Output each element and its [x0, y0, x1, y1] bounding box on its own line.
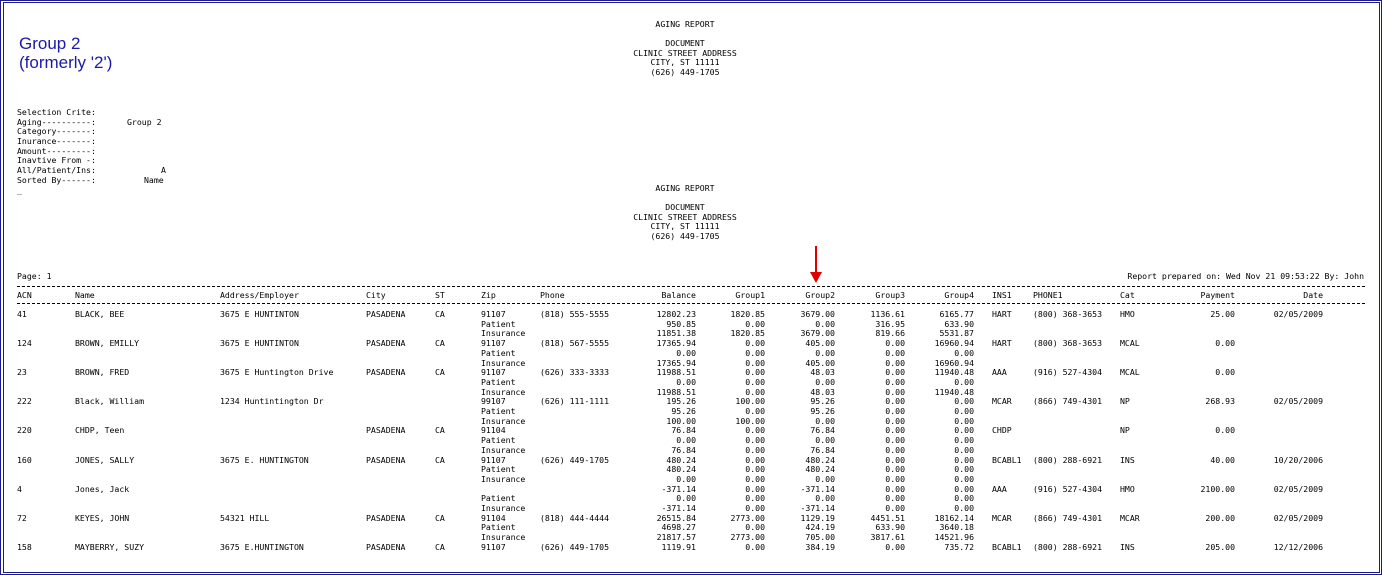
row-zip: Patient: [481, 522, 516, 533]
row-group1: 0.00: [745, 367, 765, 378]
row-balance: 21817.57: [656, 532, 696, 543]
row-group3: 0.00: [885, 493, 905, 504]
row-group4: 0.00: [954, 425, 974, 436]
row-name: Black, William: [75, 396, 145, 407]
row-group4: 633.90: [944, 318, 974, 329]
group-title: [19, 34, 112, 72]
row-group2: 384.19: [805, 541, 835, 552]
row-balance: -371.14: [661, 503, 696, 513]
row-group4: 14521.96: [934, 532, 974, 543]
row-balance: 12802.23: [656, 309, 696, 319]
row-group4: 0.00: [954, 396, 974, 407]
row-zip: 91107: [481, 338, 506, 349]
row-phone1: (800) 368-3653: [1033, 309, 1103, 319]
row-balance: -371.14: [661, 483, 696, 494]
row-zip: Patient: [481, 493, 516, 504]
row-group4: 16960.94: [934, 357, 974, 368]
row-state: CA: [435, 367, 445, 378]
row-name: KEYES, JOHN: [75, 512, 130, 523]
row-zip: Patient: [481, 318, 516, 329]
column-header-group1: Group1: [735, 290, 765, 300]
report-header-top: [560, 20, 810, 77]
selection-label: Category-------:: [17, 126, 96, 137]
divider-top: [17, 286, 1365, 287]
row-date: 02/05/2009: [1273, 309, 1323, 319]
row-group1: 0.00: [745, 406, 765, 416]
row-payment: 2100.00: [1200, 483, 1235, 494]
row-group3: 0.00: [885, 444, 905, 455]
row-cat: HMO: [1120, 483, 1135, 494]
row-city: PASADENA: [366, 309, 406, 319]
row-group4: 5531.87: [939, 328, 974, 339]
row-group3: 1136.61: [870, 309, 905, 319]
row-acn: 72: [17, 512, 27, 523]
row-group4: 6165.77: [939, 309, 974, 319]
row-date: 10/20/2006: [1273, 454, 1323, 465]
row-group3: 316.95: [875, 318, 905, 329]
row-zip: Insurance: [481, 357, 526, 368]
row-group2: 0.00: [815, 473, 835, 484]
column-header-st: ST: [435, 290, 445, 300]
row-ins1: BCABL1: [992, 541, 1022, 552]
row-address: 3675 E. HUNTINGTON: [220, 454, 309, 465]
row-group1: 0.00: [745, 483, 765, 494]
column-header-name: Name: [75, 290, 95, 300]
report-city: CITY, ST 11111: [650, 221, 720, 231]
row-group3: 0.00: [885, 435, 905, 446]
row-group4: 0.00: [954, 376, 974, 387]
row-group2: 480.24: [805, 454, 835, 465]
row-zip: Insurance: [481, 415, 526, 426]
selection-label: Aging----------:: [17, 116, 96, 127]
row-name: Jones, Jack: [75, 483, 130, 494]
report-title: AGING REPORT: [655, 183, 715, 193]
row-group2: 0.00: [815, 318, 835, 329]
row-phone1: (916) 527-4304: [1033, 367, 1103, 378]
row-date: 02/05/2009: [1273, 512, 1323, 523]
row-acn: 158: [17, 541, 32, 552]
row-group4: 0.00: [954, 406, 974, 416]
page-label: Page: 1: [17, 271, 52, 281]
selection-value: Group 2: [127, 116, 162, 127]
row-name: BLACK, BEE: [75, 309, 125, 319]
row-group4: 0.00: [954, 347, 974, 358]
row-zip: Insurance: [481, 503, 526, 513]
row-ins1: MCAR: [992, 396, 1012, 407]
row-group3: 0.00: [885, 357, 905, 368]
row-ins1: AAA: [992, 367, 1007, 378]
selection-label: Amount---------:: [17, 145, 96, 156]
row-group3: 0.00: [885, 367, 905, 378]
row-group3: 0.00: [885, 406, 905, 416]
row-balance: 1119.91: [661, 541, 696, 552]
row-group3: 0.00: [885, 396, 905, 407]
row-name: BROWN, FRED: [75, 367, 130, 378]
column-header-zip: Zip: [481, 290, 496, 300]
row-name: CHDP, Teen: [75, 425, 125, 436]
row-balance: 100.00: [666, 415, 696, 426]
report-document: DOCUMENT: [665, 202, 705, 212]
row-state: CA: [435, 512, 445, 523]
row-group1: 0.00: [745, 493, 765, 504]
row-address: 3675 E Huntington Drive: [220, 367, 334, 378]
row-group2: -371.14: [800, 483, 835, 494]
row-acn: 160: [17, 454, 32, 465]
row-group2: 95.26: [810, 396, 835, 407]
column-header-cat: Cat: [1120, 290, 1135, 300]
row-group4: 0.00: [954, 415, 974, 426]
row-group2: 0.00: [815, 376, 835, 387]
row-acn: 4: [17, 483, 22, 494]
column-header-ins1: INS1: [992, 290, 1012, 300]
row-balance: 17365.94: [656, 357, 696, 368]
row-balance: 11851.38: [656, 328, 696, 339]
row-payment: 25.00: [1210, 309, 1235, 319]
row-group2: 1129.19: [800, 512, 835, 523]
row-group2: 705.00: [805, 532, 835, 543]
report-address: CLINIC STREET ADDRESS: [633, 211, 737, 222]
row-group2: 76.84: [810, 425, 835, 436]
column-header-balance: Balance: [661, 290, 696, 300]
row-payment: 268.93: [1205, 396, 1235, 407]
row-group3: 3817.61: [870, 532, 905, 543]
row-phone: (818) 444-4444: [540, 512, 610, 523]
row-cat: NP: [1120, 396, 1130, 407]
row-balance: 0.00: [676, 473, 696, 484]
column-header-phone1: PHONE1: [1033, 290, 1063, 300]
row-payment: 0.00: [1215, 338, 1235, 349]
row-balance: 95.26: [671, 406, 696, 416]
row-group1: 0.00: [745, 338, 765, 349]
row-group1: 0.00: [745, 444, 765, 455]
row-group4: 11940.48: [934, 367, 974, 378]
row-cat: MCAL: [1120, 338, 1140, 349]
row-group2: 0.00: [815, 493, 835, 504]
row-group2: -371.14: [800, 503, 835, 513]
row-acn: 41: [17, 309, 27, 319]
row-group1: 2773.00: [730, 532, 765, 543]
row-group1: 0.00: [745, 386, 765, 397]
selection-label: All/Patient/Ins:: [17, 165, 96, 176]
row-city: PASADENA: [366, 367, 406, 378]
row-zip: 99107: [481, 396, 506, 407]
row-cat: INS: [1120, 454, 1135, 465]
row-payment: 40.00: [1210, 454, 1235, 465]
row-zip: Patient: [481, 435, 516, 446]
row-balance: 195.26: [666, 396, 696, 407]
row-city: PASADENA: [366, 512, 406, 523]
row-city: PASADENA: [366, 338, 406, 349]
row-group4: 0.00: [954, 493, 974, 504]
row-zip: Insurance: [481, 532, 526, 543]
row-group3: 0.00: [885, 338, 905, 349]
row-acn: 222: [17, 396, 32, 407]
row-balance: 17365.94: [656, 338, 696, 349]
row-ins1: HART: [992, 338, 1012, 349]
report-title: AGING REPORT: [655, 19, 715, 29]
row-phone1: (866) 749-4301: [1033, 512, 1103, 523]
row-phone1: (916) 527-4304: [1033, 483, 1103, 494]
row-state: CA: [435, 338, 445, 349]
row-group4: 3640.18: [939, 522, 974, 533]
row-group4: 0.00: [954, 483, 974, 494]
selection-criteria: [17, 107, 166, 195]
row-group3: 0.00: [885, 425, 905, 436]
row-zip: 91104: [481, 512, 506, 523]
row-phone1: (800) 368-3653: [1033, 338, 1103, 349]
selection-label: Sorted By------:: [17, 174, 96, 185]
row-group3: 0.00: [885, 376, 905, 387]
selection-label: Inavtive From -:: [17, 155, 96, 166]
report-header-second: [560, 184, 810, 241]
row-group2: 0.00: [815, 435, 835, 446]
row-group1: 2773.00: [730, 512, 765, 523]
row-phone: (626) 449-1705: [540, 454, 610, 465]
row-group3: 4451.51: [870, 512, 905, 523]
row-group1: 0.00: [745, 473, 765, 484]
row-group1: 0.00: [745, 318, 765, 329]
row-balance: 4698.27: [661, 522, 696, 533]
row-balance: 0.00: [676, 435, 696, 446]
row-balance: 950.85: [666, 318, 696, 329]
row-zip: 91107: [481, 541, 506, 552]
row-payment: 200.00: [1205, 512, 1235, 523]
report-city: CITY, ST 11111: [650, 57, 720, 67]
row-phone: (626) 333-3333: [540, 367, 610, 378]
row-group1: 1820.85: [730, 309, 765, 319]
row-group4: 11940.48: [934, 386, 974, 397]
row-city: PASADENA: [366, 454, 406, 465]
row-zip: 91104: [481, 425, 506, 436]
row-group3: 0.00: [885, 503, 905, 513]
row-acn: 124: [17, 338, 32, 349]
row-group2: 48.03: [810, 367, 835, 378]
group-title-line2: (formerly '2'): [19, 53, 113, 72]
report-phone: (626) 449-1705: [650, 230, 720, 241]
column-header-group2: Group2: [805, 290, 835, 300]
row-zip: 91107: [481, 309, 506, 319]
divider-header: [17, 303, 1365, 304]
row-group2: 480.24: [805, 464, 835, 475]
row-group3: 0.00: [885, 386, 905, 397]
row-zip: Patient: [481, 464, 516, 475]
row-group1: 0.00: [745, 464, 765, 475]
row-balance: 0.00: [676, 493, 696, 504]
column-header-acn: ACN: [17, 290, 32, 300]
prepared-info: Report prepared on: Wed Nov 21 09:53:22 By: John: [1127, 271, 1364, 281]
row-name: JONES, SALLY: [75, 454, 135, 465]
row-group2: 0.00: [815, 347, 835, 358]
selection-label: Inurance-------:: [17, 136, 96, 147]
row-group2: 0.00: [815, 415, 835, 426]
selection-label: _: [17, 184, 22, 195]
row-group3: 0.00: [885, 541, 905, 552]
row-name: MAYBERRY, SUZY: [75, 541, 145, 552]
row-name: BROWN, EMILLY: [75, 338, 140, 349]
row-ins1: CHDP: [992, 425, 1012, 436]
column-header-city: City: [366, 290, 386, 300]
selection-row: [17, 174, 164, 186]
row-zip: Patient: [481, 376, 516, 387]
row-group3: 819.66: [875, 328, 905, 339]
column-header-group4: Group4: [944, 290, 974, 300]
row-group1: 100.00: [735, 396, 765, 407]
row-balance: 480.24: [666, 454, 696, 465]
row-group4: 0.00: [954, 503, 974, 513]
row-state: CA: [435, 425, 445, 436]
row-cat: INS: [1120, 541, 1135, 552]
row-group2: 405.00: [805, 357, 835, 368]
selection-label: Selection Crite:: [17, 107, 96, 117]
report-address: CLINIC STREET ADDRESS: [633, 47, 737, 58]
row-zip: Patient: [481, 406, 516, 416]
row-group1: 0.00: [745, 357, 765, 368]
row-group3: 0.00: [885, 473, 905, 484]
row-balance: 26515.84: [656, 512, 696, 523]
row-city: PASADENA: [366, 541, 406, 552]
row-acn: 220: [17, 425, 32, 436]
row-group3: 0.00: [885, 483, 905, 494]
row-phone1: (866) 749-4301: [1033, 396, 1103, 407]
column-header-phone: Phone: [540, 290, 565, 300]
row-balance: 11988.51: [656, 386, 696, 397]
row-group1: 0.00: [745, 541, 765, 552]
row-zip: Insurance: [481, 473, 526, 484]
row-zip: Insurance: [481, 386, 526, 397]
row-cat: MCAL: [1120, 367, 1140, 378]
row-payment: 0.00: [1215, 425, 1235, 436]
row-group3: 0.00: [885, 454, 905, 465]
row-ins1: MCAR: [992, 512, 1012, 523]
row-address: 3675 E HUNTINTON: [220, 309, 299, 319]
row-phone: (818) 567-5555: [540, 338, 610, 349]
row-zip: Patient: [481, 347, 516, 358]
row-phone: (818) 555-5555: [540, 309, 610, 319]
row-ins1: BCABL1: [992, 454, 1022, 465]
row-group4: 18162.14: [934, 512, 974, 523]
row-group1: 0.00: [745, 425, 765, 436]
row-phone: (626) 111-1111: [540, 396, 610, 407]
red-arrow-icon: [810, 246, 822, 284]
row-payment: 205.00: [1205, 541, 1235, 552]
report-phone: (626) 449-1705: [650, 66, 720, 77]
row-zip: Insurance: [481, 328, 526, 339]
row-group2: 405.00: [805, 338, 835, 349]
row-group1: 0.00: [745, 376, 765, 387]
row-group1: 100.00: [735, 415, 765, 426]
row-state: CA: [435, 541, 445, 552]
row-group4: 735.72: [944, 541, 974, 552]
column-header-payment: Payment: [1200, 290, 1235, 300]
row-balance: 0.00: [676, 376, 696, 387]
row-group3: 0.00: [885, 464, 905, 475]
row-address: 54321 HILL: [220, 512, 270, 523]
row-phone1: (800) 288-6921: [1033, 454, 1103, 465]
column-header-date: Date: [1303, 290, 1323, 300]
row-zip: 91107: [481, 367, 506, 378]
row-state: CA: [435, 309, 445, 319]
row-address: 1234 Huntintington Dr: [220, 396, 324, 407]
row-zip: Insurance: [481, 444, 526, 455]
row-phone1: (800) 288-6921: [1033, 541, 1103, 552]
row-balance: 11988.51: [656, 367, 696, 378]
row-date: 02/05/2009: [1273, 483, 1323, 494]
row-group3: 633.90: [875, 522, 905, 533]
row-group1: 0.00: [745, 454, 765, 465]
row-cat: NP: [1120, 425, 1130, 436]
row-ins1: AAA: [992, 483, 1007, 494]
row-address: 3675 E HUNTINTON: [220, 338, 299, 349]
row-group2: 424.19: [805, 522, 835, 533]
row-ins1: HART: [992, 309, 1012, 319]
row-cat: MCAR: [1120, 512, 1140, 523]
row-group2: 95.26: [810, 406, 835, 416]
column-header-address: Address/Employer: [220, 290, 299, 300]
row-state: CA: [435, 454, 445, 465]
row-date: 02/05/2009: [1273, 396, 1323, 407]
row-group4: 16960.94: [934, 338, 974, 349]
column-header-group3: Group3: [875, 290, 905, 300]
row-zip: 91107: [481, 454, 506, 465]
row-balance: 76.84: [671, 444, 696, 455]
row-date: 12/12/2006: [1273, 541, 1323, 552]
row-group2: 48.03: [810, 386, 835, 397]
report-document: DOCUMENT: [665, 38, 705, 48]
row-group4: 0.00: [954, 444, 974, 455]
row-group1: 0.00: [745, 347, 765, 358]
row-group4: 0.00: [954, 464, 974, 475]
row-group4: 0.00: [954, 454, 974, 465]
row-group2: 3679.00: [800, 328, 835, 339]
row-group4: 0.00: [954, 435, 974, 446]
row-balance: 0.00: [676, 347, 696, 358]
selection-value: Name: [144, 174, 164, 185]
row-group3: 0.00: [885, 347, 905, 358]
group-title-line1: Group 2: [19, 34, 81, 53]
row-group4: 0.00: [954, 473, 974, 484]
row-acn: 23: [17, 367, 27, 378]
row-city: PASADENA: [366, 425, 406, 436]
row-group1: 0.00: [745, 435, 765, 446]
row-balance: 76.84: [671, 425, 696, 436]
selection-value: A: [161, 165, 166, 176]
selection-row: [17, 186, 96, 196]
row-address: 3675 E.HUNTINGTON: [220, 541, 304, 552]
row-balance: 480.24: [666, 464, 696, 475]
row-group1: 0.00: [745, 522, 765, 533]
row-group1: 0.00: [745, 503, 765, 513]
row-group3: 0.00: [885, 415, 905, 426]
row-cat: HMO: [1120, 309, 1135, 319]
row-payment: 0.00: [1215, 367, 1235, 378]
row-phone: (626) 449-1705: [540, 541, 610, 552]
row-group2: 76.84: [810, 444, 835, 455]
row-group2: 3679.00: [800, 309, 835, 319]
row-group1: 1820.85: [730, 328, 765, 339]
